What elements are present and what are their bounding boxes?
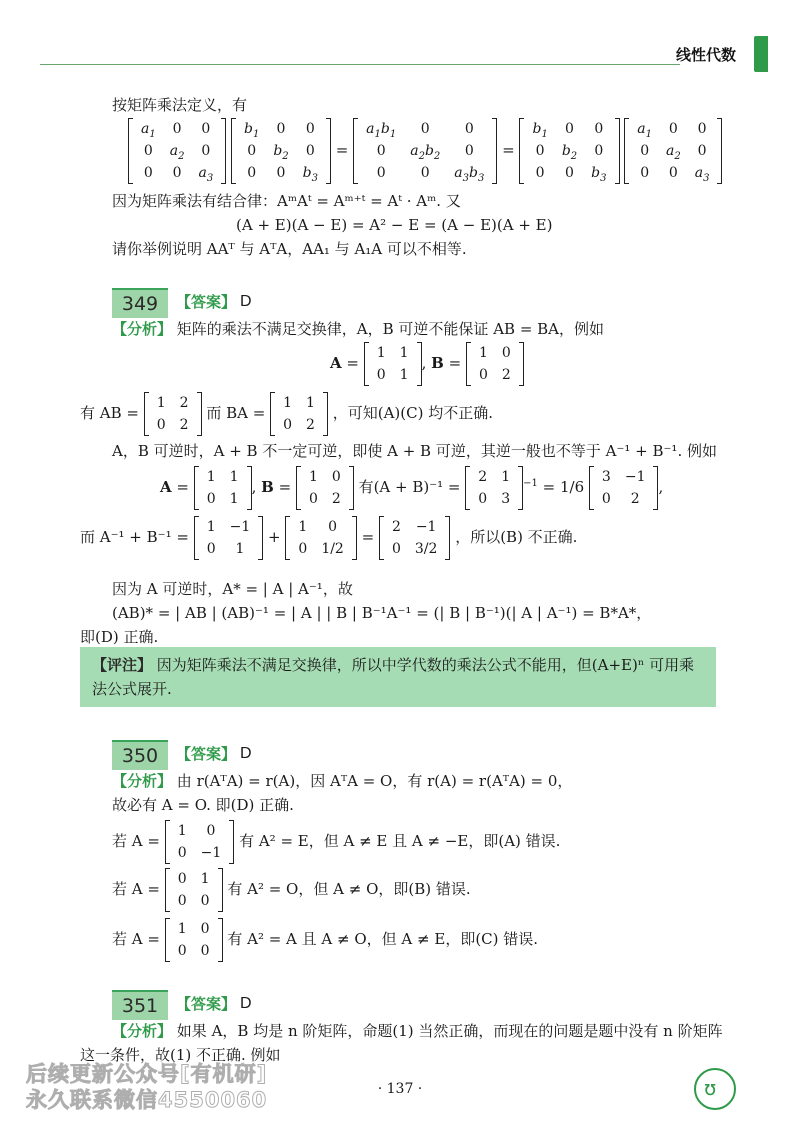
analysis-label-351: 【分析】 <box>112 1022 173 1040</box>
q350-c3: 有 A² = A 且 A ≠ O，但 A ≠ E，即(C) 错误. <box>227 930 539 948</box>
q349-p1: 矩阵的乘法不满足交换律，A，B 可逆不能保证 AB = BA，例如 <box>176 320 605 338</box>
q349-p5-post: ，所以(B) 不正确. <box>455 528 578 546</box>
matrix-a2-349: 1 1 0 1 <box>194 466 252 510</box>
answer-label-349: 【答案】 <box>176 293 237 311</box>
answer-label-351: 【答案】 <box>176 995 237 1013</box>
q350-case-3 <box>112 918 538 962</box>
q349-p4-frac: = 1/6 <box>542 478 585 496</box>
matrix-case2-350: 0 1 0 0 <box>165 868 223 912</box>
analysis-label-349: 【分析】 <box>112 320 173 338</box>
intro-line-2: 因为矩阵乘法有结合律：AᵐAᵗ = Aᵐ⁺ᵗ = Aᵗ · Aᵐ. 又 <box>112 192 461 210</box>
answer-351: D <box>240 995 252 1012</box>
q351-p1: 如果 A，B 均是 n 阶矩阵，命题(1) 当然正确，而现在的问题是题中没有 n 阶矩阵 <box>176 1022 723 1040</box>
header-rule <box>40 64 680 65</box>
matrix-case3-350: 1 0 0 0 <box>165 918 223 962</box>
q349-example-matrices: A = 1 1 0 1 , B = 1 0 0 2 <box>330 342 524 386</box>
q350-c1: 有 A² = E，但 A ≠ E 且 A ≠ −E，即(A) 错误. <box>239 832 561 850</box>
q349-p8: 即(D) 正确. <box>80 628 159 646</box>
q349-p2-pre: 有 AB = <box>80 404 139 422</box>
answer-349: D <box>240 293 252 310</box>
q350-if-a-3: 若 A = <box>112 930 160 948</box>
matrix-diag-a2: $a_1$ 0 0 0 $a_2$ 0 0 0 $a_3$ <box>624 118 722 184</box>
question-number-350: 350 <box>112 740 168 770</box>
q350-p1: 由 r(AᵀA) = r(A)，因 AᵀA = O，有 r(A) = r(AᵀA) = 0， <box>176 772 573 790</box>
matrix-ba-349: 1 1 0 2 <box>270 392 328 436</box>
matrix-diag-ab: $a_1b_1$ 0 0 0 $a_2b_2$ 0 0 0 $a_3b_3$ <box>353 118 497 184</box>
q350-if-a-2: 若 A = <box>112 880 160 898</box>
question-number-349: 349 <box>112 288 168 318</box>
q349-p2-post: ，可知(A)(C) 均不正确. <box>332 404 494 422</box>
watermark-line-1: 后续更新公众号[有机研] <box>26 1062 268 1086</box>
comment-text <box>92 653 702 701</box>
q351-p2: 这一条件，故(1) 不正确. 例如 <box>80 1046 281 1064</box>
chapter-tab <box>754 36 768 72</box>
matrix-b2-349: 1 0 0 2 <box>296 466 354 510</box>
q349-analysis <box>112 318 604 340</box>
q350-if-a-1: 若 A = <box>112 832 160 850</box>
matrix-inv-349: 3 −1 0 2 <box>589 466 659 510</box>
matrix-b-349: 1 0 0 2 <box>466 342 524 386</box>
q349-p5-pre: 而 A⁻¹ + B⁻¹ = <box>80 528 189 546</box>
q349-p3: A，B 可逆时，A + B 不一定可逆，即使 A + B 可逆，其逆一般也不等于 A⁻¹ + B⁻¹. 例如 <box>112 442 717 460</box>
q349-inverse-example: A = 1 1 0 1 , B = 1 0 0 2 有(A + B)⁻¹ = 2 1 0 3 $^{-1}$ = 1/6 3 −1 0 2 , <box>160 466 663 510</box>
q350-p2: 故必有 A = O. 即(D) 正确. <box>112 796 294 814</box>
matrix-suminv-349: 2 −1 0 3/2 <box>379 516 450 560</box>
q350-case-1 <box>112 820 560 864</box>
page-number: · 137 · <box>377 1081 423 1097</box>
analysis-label-350: 【分析】 <box>112 772 173 790</box>
matrix-a-349: 1 1 0 1 <box>364 342 422 386</box>
q349-p6: 因为 A 可逆时，A* = | A | A⁻¹，故 <box>112 580 353 598</box>
intro-line-3: (A + E)(A − E) = A² − E = (A − E)(A + E) <box>236 216 553 234</box>
matrix-binv-349: 1 0 0 1/2 <box>285 516 356 560</box>
q349-p7: (AB)* = | AB | (AB)⁻¹ = | A | | B | B⁻¹A⁻¹ = (| B | B⁻¹)(| A | A⁻¹) = B*A*， <box>112 604 652 622</box>
matrix-diag-b2: $b_1$ 0 0 0 $b_2$ 0 0 0 $b_3$ <box>519 118 619 184</box>
chapter-title: 线性代数 <box>676 46 737 64</box>
matrix-apb-349: 2 1 0 3 <box>465 466 523 510</box>
q349-p2-mid: 而 BA = <box>206 404 266 422</box>
q350-analysis <box>112 770 572 792</box>
comment-label: 【评注】 <box>92 656 153 674</box>
matrix-equation-diag: $a_1$ 0 0 0 $a_2$ 0 0 0 $a_3$ $b_1$ 0 0 0 $b_2$ 0 0 0 $b_3$ = $a_1b_1$ 0 0 0 $a_2b_2$ 0 0 0 $a_3b_3$ = $b_1$ 0 0 0 $b_2$ 0 0 0 $b_3$ $a_1$ 0 0 0 $a_2$ 0 0 0 $a_3$ <box>128 118 722 184</box>
matrix-diag-b: $b_1$ 0 0 0 $b_2$ 0 0 0 $b_3$ <box>231 118 331 184</box>
intro-line-4: 请你举例说明 AAᵀ 与 AᵀA，AA₁ 与 A₁A 可以不相等. <box>112 240 467 258</box>
question-number-351: 351 <box>112 990 168 1020</box>
mascot-icon: ʊ <box>694 1068 736 1110</box>
matrix-ainv-349: 1 −1 0 1 <box>194 516 264 560</box>
watermark-line-2: 永久联系微信4550060 <box>26 1088 268 1112</box>
matrix-diag-a: $a_1$ 0 0 0 $a_2$ 0 0 0 $a_3$ <box>128 118 226 184</box>
q349-p4-inv: 有(A + B)⁻¹ = <box>358 478 461 496</box>
answer-label-350: 【答案】 <box>176 745 237 763</box>
matrix-case1-350: 1 0 0 −1 <box>165 820 235 864</box>
q351-analysis <box>112 1020 723 1042</box>
intro-line-1: 按矩阵乘法定义，有 <box>112 96 248 114</box>
matrix-ab-349: 1 2 0 2 <box>144 392 202 436</box>
q349-sum-inverse: 而 A⁻¹ + B⁻¹ = 1 −1 0 1 + 1 0 0 1/2 = 2 −1 0 3/2 ，所以(B) 不正确. <box>80 516 577 560</box>
answer-350: D <box>240 745 252 762</box>
q350-case-2 <box>112 868 471 912</box>
q349-ab-line <box>80 392 493 436</box>
comment-body: 因为矩阵乘法不满足交换律，所以中学代数的乘法公式不能用，但(A+E)ⁿ 可用乘法公式展开. <box>92 656 695 698</box>
q350-c2: 有 A² = O，但 A ≠ O，即(B) 错误. <box>227 880 471 898</box>
